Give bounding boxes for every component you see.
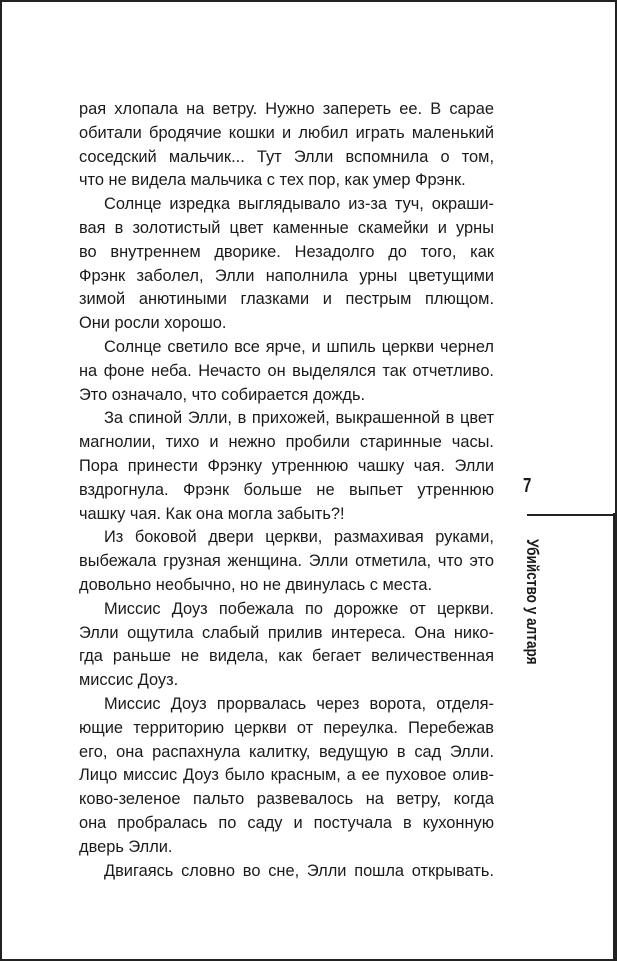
- text-line: За спиной Элли, в прихожей, выкрашенной в цвет: [104, 409, 494, 428]
- text-line: Пора принести Фрэнку утреннюю чашку чая. Элли: [79, 456, 494, 475]
- text-line: ково-зеленое пальто развевалось на ветру, когда: [79, 790, 494, 809]
- text-line: вая в золотистый цвет каменные скамейки и урны: [79, 218, 494, 237]
- text-line: Фрэнк заболел, Элли наполнила урны цветущими: [79, 266, 494, 285]
- text-line: магнолии, тихо и нежно пробили старинные часы.: [79, 433, 494, 452]
- body-text: [79, 98, 494, 883]
- text-line: Двигаясь словно во сне, Элли пошла открывать.: [104, 861, 494, 880]
- text-line: довольно необычно, но не двинулась с места.: [79, 575, 433, 594]
- text-line: его, она распахнула калитку, ведущую в сад Элли.: [79, 742, 494, 761]
- text-line: выбежала грузная женщина. Элли отметила, что это: [79, 552, 494, 571]
- text-line: что не видела мальчика с тех пор, как умер Фрэнк.: [79, 171, 466, 190]
- text-line: во внутреннем дворике. Незадолго до того, как: [79, 242, 494, 261]
- text-line: зимой анютиными глазками и пестрым плющом.: [79, 290, 494, 309]
- text-line: Миссис Доуз побежала по дорожке от церкви.: [104, 599, 494, 618]
- text-line: Миссис Доуз прорвалась через ворота, отделя-: [104, 694, 494, 713]
- text-line: миссис Доуз.: [79, 671, 179, 690]
- header-rule: [527, 514, 615, 516]
- text-line: она пробралась по саду и постучала в кухонную: [79, 813, 494, 832]
- text-line: чашку чая. Как она могла забыть?!: [79, 504, 345, 523]
- text-line: на фоне неба. Нечасто он выделялся так отчетливо.: [79, 361, 494, 380]
- text-line: Солнце изредка выглядывало из-за туч, окраши-: [104, 195, 494, 214]
- text-line: Они росли хорошо.: [79, 314, 227, 333]
- text-line: Это означало, что собирается дождь.: [79, 385, 366, 404]
- text-line: рая хлопала на ветру. Нужно запереть ее. В сарае: [79, 100, 494, 118]
- text-line: Солнце светило все ярче, и шпиль церкви чернел: [104, 337, 494, 356]
- page-number: 7: [523, 475, 532, 497]
- text-line: Из боковой двери церкви, размахивая руками,: [104, 528, 494, 547]
- text-line: обитали бродячие кошки и любил играть маленький: [79, 123, 494, 142]
- edge-band: [613, 513, 617, 961]
- text-line: соседский мальчик... Тут Элли вспомнила о том,: [79, 147, 494, 166]
- text-line: Лицо миссис Доуз было красным, а ее пуховое олив-: [79, 766, 494, 785]
- text-line: ющие территорию церкви от переулка. Перебежав: [79, 718, 494, 737]
- text-line: вздрогнула. Фрэнк больше не выпьет утреннюю: [79, 480, 494, 499]
- text-line: Элли ощутила слабый прилив интереса. Она нико-: [79, 623, 494, 642]
- running-title: Убийство у алтаря: [523, 539, 542, 665]
- text-line: дверь Элли.: [79, 837, 173, 856]
- text-line: гда раньше не видела, как бегает величественная: [79, 647, 494, 666]
